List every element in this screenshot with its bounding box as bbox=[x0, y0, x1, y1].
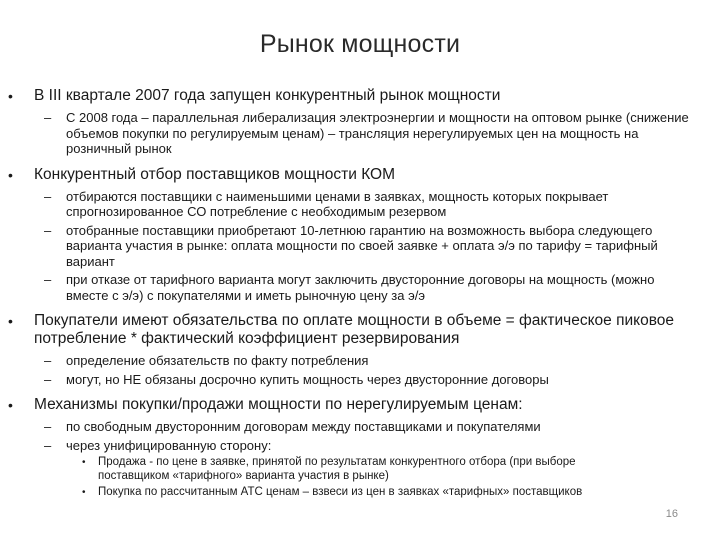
sub-item bbox=[0, 272, 720, 303]
dash-icon: – bbox=[44, 222, 52, 238]
bullet-text: Механизмы покупки/продажи мощности по нерегулируемым ценам: bbox=[34, 396, 523, 413]
dash-icon: – bbox=[44, 437, 52, 453]
bullet-item bbox=[0, 166, 720, 184]
slide-title: Рынок мощности bbox=[259, 30, 461, 58]
sub-item-text: отобранные поставщики приобретают 10-летнюю гарантию на возможность выбора следующего варианта участия в рынке: оплата мощности по своей заявке + оплата э/э по тарифу = тарифный вариант bbox=[66, 222, 658, 269]
dash-icon: – bbox=[44, 371, 52, 387]
bullet-icon: • bbox=[8, 88, 13, 104]
bullet-text: Конкурентный отбор поставщиков мощности КОМ bbox=[34, 165, 396, 183]
dash-icon: – bbox=[44, 110, 52, 125]
page-number: 16 bbox=[665, 508, 678, 520]
sub-item bbox=[0, 223, 720, 270]
dot-icon: • bbox=[82, 487, 86, 498]
sub-item-text: при отказе от тарифного варианта могут заключить двусторонние договоры на мощность (можно вместе с э/э) с покупателями и иметь рыночную цену за э/э bbox=[66, 272, 655, 303]
sub-sub-item bbox=[0, 456, 720, 483]
bullet-icon: • bbox=[8, 397, 13, 413]
sub-sub-item-text: Продажа - по цене в заявке, принятой по результатам конкурентного отбора (при выборе поставщиком «тарифного» варианта участия в рынке) bbox=[98, 456, 576, 482]
bullet-item bbox=[0, 87, 720, 105]
sub-item-text: по свободным двусторонним договорам между поставщиками и покупателями bbox=[66, 419, 541, 434]
slide-content bbox=[0, 84, 720, 500]
bullet-item bbox=[0, 312, 720, 348]
sub-sub-item-text: Покупка по рассчитанным АТС ценам – взвеси из цен в заявках «тарифных» поставщиков bbox=[98, 486, 583, 498]
dash-icon: – bbox=[44, 272, 52, 287]
bullet-text: В III квартале 2007 года запущен конкурентный рынок мощности bbox=[34, 87, 501, 104]
sub-item-text: отбираются поставщики с наименьшими ценами в заявках, мощность которых покрывает спрогнозированное СО потребление с необходимым резервом bbox=[66, 188, 609, 219]
dash-icon: – bbox=[44, 353, 52, 368]
sub-item bbox=[0, 110, 720, 157]
sub-item bbox=[0, 353, 720, 369]
sub-item bbox=[0, 419, 720, 435]
sub-item-text: определение обязательств по факту потребления bbox=[66, 353, 369, 368]
bullet-icon: • bbox=[8, 313, 13, 329]
sub-item bbox=[0, 438, 720, 454]
bullet-icon: • bbox=[8, 166, 13, 183]
sub-item-text: через унифицированную сторону: bbox=[66, 437, 272, 453]
sub-sub-item bbox=[0, 486, 720, 500]
bullet-item bbox=[0, 396, 720, 414]
sub-item-text: могут, но НЕ обязаны досрочно купить мощность через двусторонние договоры bbox=[66, 371, 549, 387]
bullet-text: Покупатели имеют обязательства по оплате мощности в объеме = фактическое пиковое потребление * фактический коэффициент резервирования bbox=[34, 312, 674, 347]
sub-item bbox=[0, 189, 720, 220]
dash-icon: – bbox=[44, 188, 52, 204]
sub-item-text: С 2008 года – параллельная либерализация электроэнергии и мощности на оптовом рынке (снижение объемов покупки по регулируемым ценам) – трансляция нерегулируемых цен на мощность на розничный рынок bbox=[66, 110, 689, 156]
dot-icon: • bbox=[82, 457, 86, 468]
dash-icon: – bbox=[44, 419, 52, 434]
sub-item bbox=[0, 372, 720, 388]
